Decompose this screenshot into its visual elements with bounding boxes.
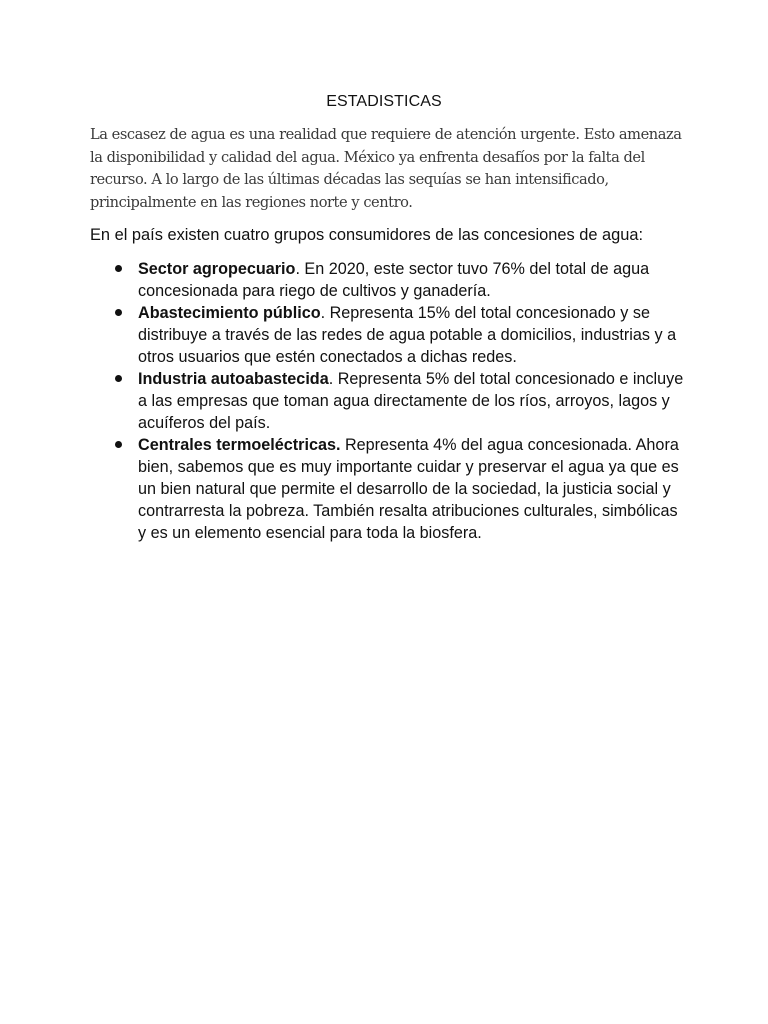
- bullet-icon: [115, 265, 122, 272]
- bullet-term: Abastecimiento público: [138, 304, 321, 322]
- bullet-icon: [115, 375, 122, 382]
- bullet-text: . Representa 5% del total concesionado e incluye a las empresas que toman agua directamente de los ríos, arroyos, lagos y acuíferos del país.: [138, 370, 684, 432]
- bullet-text: Representa 4% del agua concesionada. Ahora bien, sabemos que es muy importante cuidar y preservar el agua ya que es un bien natural que permite el desarrollo de la sociedad, la justicia social y contrarresta la pobreza. También resalta atribuciones culturales, simbólicas y es un elemento esencial para toda la biosfera.: [138, 436, 679, 542]
- list-item-sector-agropecuario: [90, 258, 690, 302]
- bullet-term: Sector agropecuario: [138, 260, 296, 278]
- intro-paragraph: La escasez de agua es una realidad que requiere de atención urgente. Esto amenaza la disponibilidad y calidad del agua. México ya enfrenta desafíos por la falta del recurso. A lo largo de las últimas décadas las sequías se han intensificado, principalmente en las regiones norte y centro.: [90, 126, 682, 212]
- bullet-icon: [115, 309, 122, 316]
- bullet-text: . Representa 15% del total concesionado y se distribuye a través de las redes de agua potable a domicilios, industrias y a otros usuarios que estén conectados a dichas redes.: [138, 304, 677, 366]
- bullet-term: Industria autoabastecida: [138, 370, 329, 388]
- document-title: ESTADISTICAS: [326, 93, 442, 110]
- list-item-centrales-termoelectricas: [90, 434, 690, 544]
- list-item-industria-autoabastecida: [90, 368, 690, 434]
- lead-sentence: En el país existen cuatro grupos consumidores de las concesiones de agua:: [90, 226, 644, 244]
- bullet-icon: [115, 441, 122, 448]
- bullet-text: . En 2020, este sector tuvo 76% del total de agua concesionada para riego de cultivos y ganadería.: [138, 260, 650, 300]
- list-item-abastecimiento-publico: [90, 302, 690, 368]
- consumer-groups-list: [90, 258, 690, 544]
- bullet-term: Centrales termoeléctricas.: [138, 436, 341, 454]
